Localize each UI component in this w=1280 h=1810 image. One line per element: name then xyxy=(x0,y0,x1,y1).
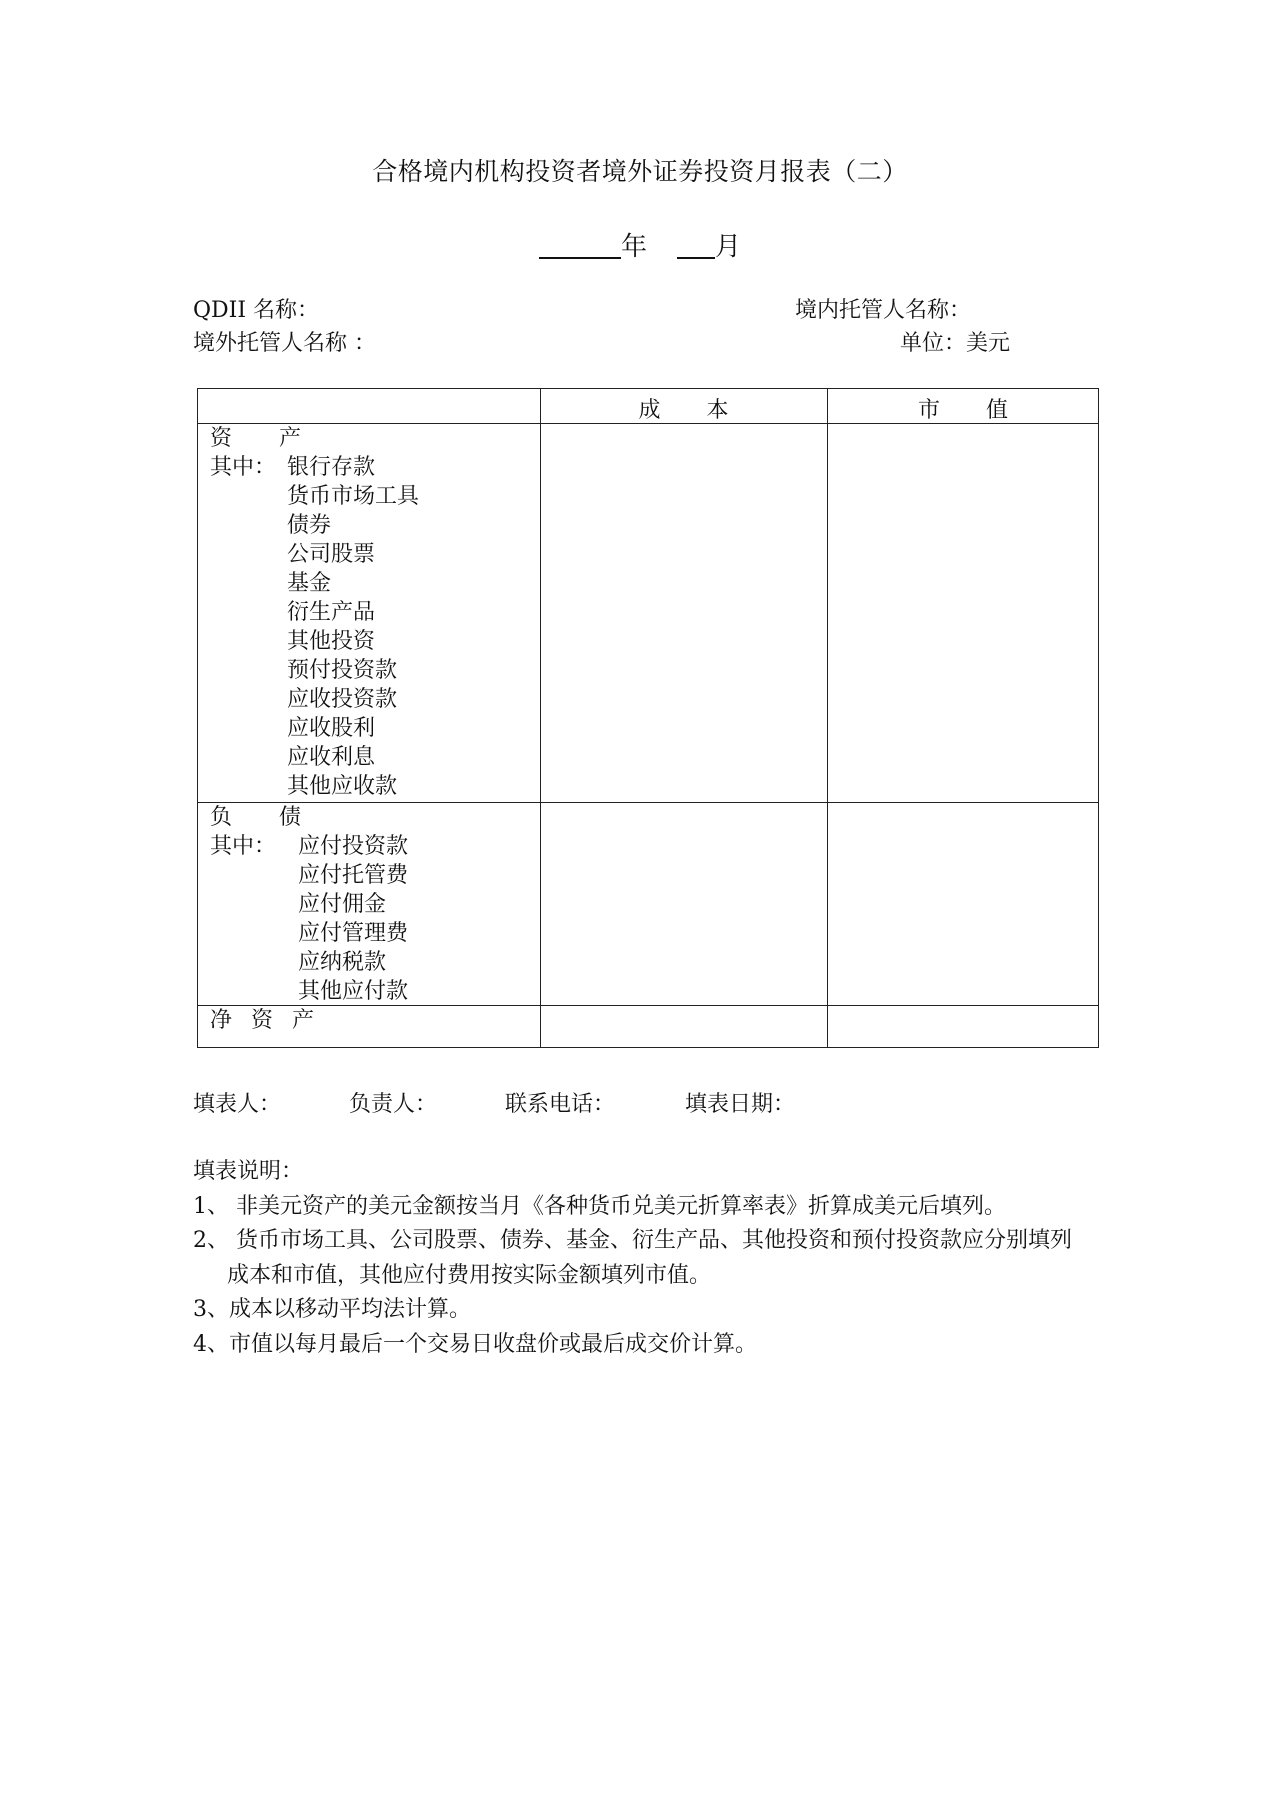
asset-items xyxy=(287,453,419,801)
instruction-item: 2、 货币市场工具、公司股票、债券、基金、衍生产品、其他投资和预付投资款应分别填列 xyxy=(193,1228,1072,1253)
liabilities-label: 负 债 xyxy=(210,805,321,830)
asset-item-other-investment: 其他投资 xyxy=(287,629,376,654)
column-divider xyxy=(827,389,828,1047)
asset-item-money-market: 货币市场工具 xyxy=(287,484,420,509)
liability-item-custody-fee: 应付托管费 xyxy=(298,863,409,888)
report-period xyxy=(0,226,1280,263)
liability-items xyxy=(298,832,408,1006)
phone-label: 联系电话： xyxy=(505,1092,616,1117)
qdii-name-label: QDII 名称： xyxy=(193,298,320,323)
report-table xyxy=(197,388,1099,1048)
month-label: 月 xyxy=(715,232,742,262)
instructions-heading: 填表说明： xyxy=(193,1159,304,1184)
asset-item-dividends-receivable: 应收股利 xyxy=(287,716,376,741)
column-divider xyxy=(540,389,541,1047)
liability-item-management-fee: 应付管理费 xyxy=(298,921,409,946)
section-divider xyxy=(198,802,1098,803)
asset-item-receivable-investment: 应收投资款 xyxy=(287,687,398,712)
instruction-item: 成本和市值，其他应付费用按实际金额填列市值。 xyxy=(227,1262,712,1288)
assets-of-which: 其中： xyxy=(210,455,277,480)
responsible-label: 负责人： xyxy=(349,1092,438,1117)
asset-item-prepaid: 预付投资款 xyxy=(287,658,398,683)
assets-label: 资 产 xyxy=(210,426,321,451)
liability-item-other-payable: 其他应付款 xyxy=(298,979,409,1004)
domestic-custodian-label: 境内托管人名称： xyxy=(795,298,972,323)
cost-header: 成本 xyxy=(638,398,775,423)
liability-item-tax: 应纳税款 xyxy=(298,950,387,975)
asset-item-other-receivable: 其他应收款 xyxy=(287,774,398,799)
asset-item-derivatives: 衍生产品 xyxy=(287,600,376,625)
filler-label: 填表人： xyxy=(193,1092,282,1117)
month-blank[interactable] xyxy=(677,233,715,259)
asset-item-bank-deposit: 银行存款 xyxy=(287,455,376,480)
asset-item-funds: 基金 xyxy=(287,571,332,596)
market-value-header: 市值 xyxy=(917,398,1054,423)
asset-item-bonds: 债券 xyxy=(287,513,332,538)
unit-label: 单位：美元 xyxy=(900,331,1011,356)
liability-item-investment-payable: 应付投资款 xyxy=(298,834,409,859)
instructions xyxy=(193,1155,1072,1362)
asset-item-stocks: 公司股票 xyxy=(287,542,376,567)
overseas-custodian-label: 境外托管人名称 ： xyxy=(193,331,376,356)
year-label: 年 xyxy=(620,232,647,262)
year-blank[interactable] xyxy=(539,233,621,259)
liability-item-commission: 应付佣金 xyxy=(298,892,387,917)
liabilities-of-which: 其中： xyxy=(210,834,277,859)
instruction-item: 4、市值以每月最后一个交易日收盘价或最后成交价计算。 xyxy=(193,1331,757,1357)
net-assets-label: 净 资 产 xyxy=(210,1008,320,1033)
asset-item-interest-receivable: 应收利息 xyxy=(287,745,376,770)
fill-date-label: 填表日期： xyxy=(685,1092,796,1117)
instruction-item: 3、成本以移动平均法计算。 xyxy=(193,1297,471,1322)
instruction-item: 1、 非美元资产的美元金额按当月《各种货币兑美元折算率表》折算成美元后填列。 xyxy=(193,1193,1006,1219)
report-title: 合格境内机构投资者境外证券投资月报表（二） xyxy=(372,157,908,186)
